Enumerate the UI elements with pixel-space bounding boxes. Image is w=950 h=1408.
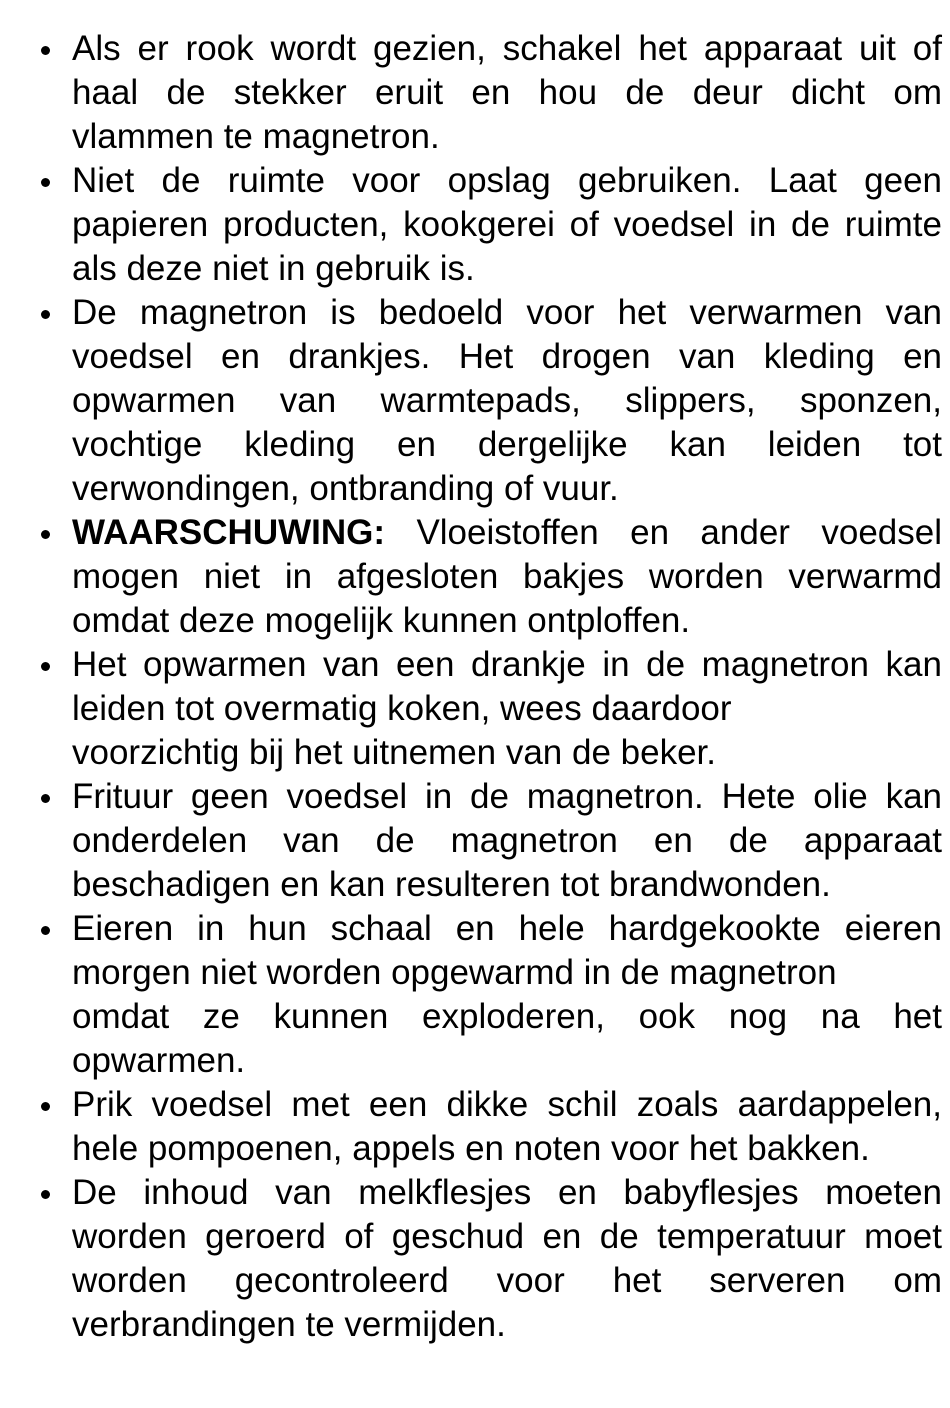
bullet-icon bbox=[41, 926, 50, 935]
text-line bbox=[72, 511, 942, 555]
text-line: leiden tot overmatig koken, wees daardoor bbox=[72, 689, 732, 728]
text-line: vlammen te magnetron. bbox=[72, 117, 440, 156]
text-line: voorzichtig bij het uitnemen van de beker. bbox=[72, 733, 716, 772]
text-line: worden geroerd of geschud en de temperatuur moet bbox=[72, 1217, 942, 1256]
text-line: vochtige kleding en dergelijke kan leiden tot bbox=[72, 425, 942, 464]
list-item bbox=[0, 907, 950, 1083]
list-item bbox=[0, 291, 950, 511]
text-line: morgen niet worden opgewarmd in de magnetron bbox=[72, 953, 837, 992]
text-line: Eieren in hun schaal en hele hardgekookte eieren bbox=[72, 909, 942, 948]
text-line: opwarmen van warmtepads, slippers, sponzen, bbox=[72, 381, 942, 420]
text-line: onderdelen van de magnetron en de apparaat bbox=[72, 821, 942, 860]
text-line: verwondingen, ontbranding of vuur. bbox=[72, 469, 619, 508]
text-line: mogen niet in afgesloten bakjes worden verwarmd bbox=[72, 557, 942, 596]
text-line: Prik voedsel met een dikke schil zoals aardappelen, bbox=[72, 1085, 942, 1124]
text-line: omdat deze mogelijk kunnen ontploffen. bbox=[72, 601, 691, 640]
text-line: Niet de ruimte voor opslag gebruiken. Laat geen bbox=[72, 161, 942, 200]
text-line: omdat ze kunnen exploderen, ook nog na het bbox=[72, 997, 942, 1036]
text-line: als deze niet in gebruik is. bbox=[72, 249, 475, 288]
bullet-icon bbox=[41, 1102, 50, 1111]
bullet-icon bbox=[41, 530, 50, 539]
text-line: Frituur geen voedsel in de magnetron. Hete olie kan bbox=[72, 777, 942, 816]
warning-label: WAARSCHUWING: bbox=[72, 513, 386, 552]
text-line: Als er rook wordt gezien, schakel het apparaat uit of bbox=[72, 29, 942, 68]
text-line: hele pompoenen, appels en noten voor het bakken. bbox=[72, 1129, 870, 1168]
bullet-icon bbox=[41, 310, 50, 319]
bullet-icon bbox=[41, 662, 50, 671]
list-item bbox=[0, 1083, 950, 1171]
list-item bbox=[0, 643, 950, 775]
list-item bbox=[0, 27, 950, 159]
text-line: verbrandingen te vermijden. bbox=[72, 1305, 506, 1344]
list-item-warning bbox=[0, 511, 950, 643]
safety-instructions-list bbox=[0, 27, 950, 1347]
list-item bbox=[0, 159, 950, 291]
warning-text: Vloeistoffen en ander voedsel bbox=[416, 513, 942, 552]
text-line: papieren producten, kookgerei of voedsel in de ruimte bbox=[72, 205, 942, 244]
document-page bbox=[0, 27, 950, 1347]
text-line: De inhoud van melkflesjes en babyflesjes moeten bbox=[72, 1173, 942, 1212]
bullet-icon bbox=[41, 46, 50, 55]
text-line: worden gecontroleerd voor het serveren om bbox=[72, 1261, 942, 1300]
text-line: haal de stekker eruit en hou de deur dicht om bbox=[72, 73, 942, 112]
text-line: beschadigen en kan resulteren tot brandwonden. bbox=[72, 865, 831, 904]
text-line: opwarmen. bbox=[72, 1041, 246, 1080]
list-item bbox=[0, 1171, 950, 1347]
bullet-icon bbox=[41, 178, 50, 187]
text-line: Het opwarmen van een drankje in de magnetron kan bbox=[72, 645, 942, 684]
bullet-icon bbox=[41, 1190, 50, 1199]
list-item bbox=[0, 775, 950, 907]
text-line: De magnetron is bedoeld voor het verwarmen van bbox=[72, 293, 942, 332]
text-line: voedsel en drankjes. Het drogen van kleding en bbox=[72, 337, 942, 376]
bullet-icon bbox=[41, 794, 50, 803]
